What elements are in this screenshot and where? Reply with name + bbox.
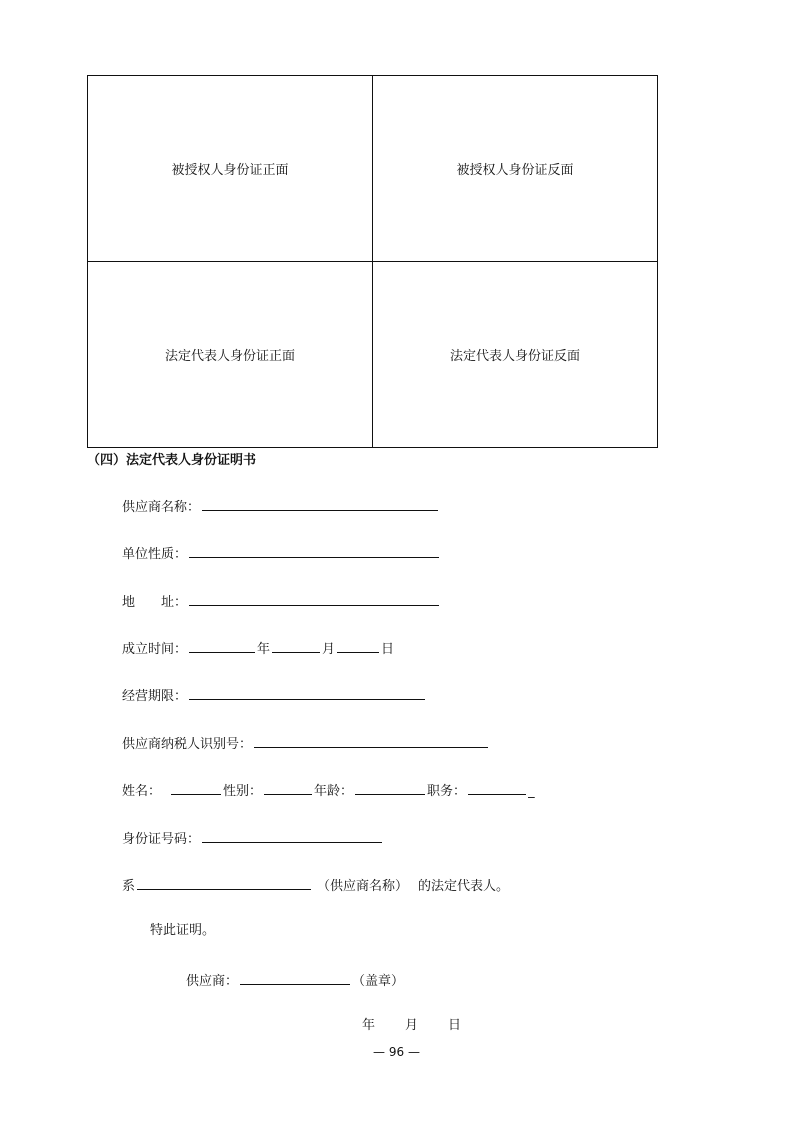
id-photo-table: [87, 75, 658, 448]
supplier-name-paren: （供应商名称）: [317, 879, 409, 894]
name-field[interactable]: [171, 780, 221, 795]
tax-id-row: [122, 733, 490, 754]
signature-date-row: [362, 1017, 461, 1035]
supplier-name-label: 供应商名称：: [122, 500, 201, 515]
business-term-row: [122, 685, 427, 706]
is-prefix: 系: [122, 879, 136, 894]
trailing-mark: _: [528, 784, 535, 799]
supplier-name-inline-field[interactable]: [137, 875, 311, 890]
legal-rep-id-front-cell: 法定代表人身份证正面: [88, 262, 373, 448]
seal-text: （盖章）: [352, 974, 405, 989]
id-number-row: [122, 828, 384, 849]
established-month-field[interactable]: [272, 638, 320, 653]
signature-year: 年: [362, 1018, 376, 1033]
established-row: [122, 638, 394, 659]
supplier-label: 供应商：: [186, 974, 239, 989]
signature-month: 月: [405, 1018, 419, 1033]
page-number: — 96 —: [373, 1045, 420, 1059]
established-month-label: 月: [322, 642, 336, 657]
established-year-label: 年: [257, 642, 271, 657]
legal-rep-suffix: 的法定代表人。: [418, 879, 510, 894]
certify-text: 特此证明。: [150, 923, 216, 938]
authorized-person-id-back-cell: 被授权人身份证反面: [373, 76, 658, 262]
person-info-row: [122, 780, 535, 801]
tax-id-label: 供应商纳税人识别号：: [122, 737, 253, 752]
section-title: （四）法定代表人身份证明书: [87, 453, 257, 468]
age-field[interactable]: [355, 780, 425, 795]
supplier-seal-row: [186, 970, 404, 991]
unit-nature-row: [122, 543, 441, 564]
tax-id-field[interactable]: [254, 733, 488, 748]
authorized-person-id-front-cell: 被授权人身份证正面: [88, 76, 373, 262]
gender-label: 性别：: [223, 784, 263, 799]
address-field[interactable]: [189, 591, 439, 606]
unit-nature-field[interactable]: [189, 543, 439, 558]
position-label: 职务：: [427, 784, 467, 799]
supplier-name-field[interactable]: [202, 496, 438, 511]
address-label: 地 址：: [122, 595, 188, 610]
established-day-field[interactable]: [337, 638, 379, 653]
supplier-name-row: [122, 496, 440, 517]
established-label: 成立时间：: [122, 642, 188, 657]
legal-rep-id-back-cell: 法定代表人身份证反面: [373, 262, 658, 448]
supplier-signature-field[interactable]: [240, 970, 350, 985]
legal-rep-statement-row: [122, 875, 509, 896]
established-day-label: 日: [381, 642, 395, 657]
name-label: 姓名：: [122, 784, 162, 799]
age-label: 年龄：: [314, 784, 354, 799]
business-term-label: 经营期限：: [122, 689, 188, 704]
gender-field[interactable]: [264, 780, 312, 795]
established-year-field[interactable]: [189, 638, 255, 653]
id-number-field[interactable]: [202, 828, 382, 843]
id-number-label: 身份证号码：: [122, 832, 201, 847]
business-term-field[interactable]: [189, 685, 425, 700]
signature-day: 日: [448, 1018, 462, 1033]
address-row: [122, 591, 441, 612]
unit-nature-label: 单位性质：: [122, 547, 188, 562]
position-field[interactable]: [468, 780, 526, 795]
